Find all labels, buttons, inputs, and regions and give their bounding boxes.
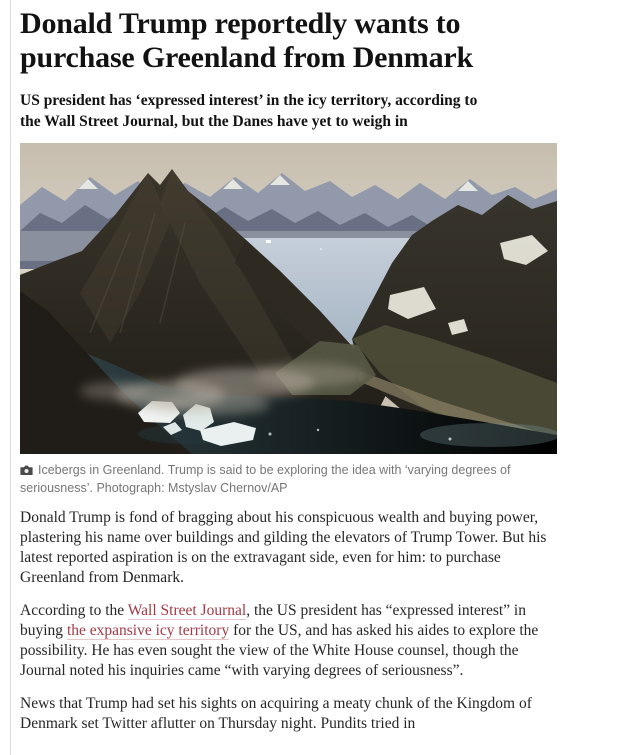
standfirst: US president has ‘expressed interest’ in the icy territory, according to the Wall Street Journal, but the Danes have yet to weigh in	[20, 92, 478, 130]
inline-link[interactable]: the expansive icy territory	[66, 622, 230, 639]
column-divider	[10, 0, 11, 755]
image-caption	[20, 462, 525, 497]
inline-link[interactable]: Wall Street Journal	[127, 602, 247, 619]
greenland-photo[interactable]	[20, 143, 557, 454]
paragraph-text: According to the	[20, 602, 128, 619]
paragraph-text: Donald Trump is fond of bragging about his conspicuous wealth and buying power, plastering his name over buildings and gilding the elevators of Trump Tower. But his latest reported aspiration is on the extravagant side, even for him: to purchase Greenland from Denmark.	[20, 509, 547, 586]
paragraph-text: News that Trump had set his sights on acquiring a meaty chunk of the Kingdom of Denmark set Twitter aflutter on Thursday night. Pundits tried in	[20, 695, 532, 732]
paragraph-text: , the US president has “expressed interest” in buying	[20, 602, 526, 639]
article-paragraph	[20, 508, 557, 588]
paragraph-text: for the US, and has asked his aides to explore the possibility. He has even sought the view of the White House counsel, though the Journal noted his inquiries came “with varying degrees of seriousness”.	[20, 622, 539, 679]
photo-illustration	[20, 143, 557, 454]
article-paragraph	[20, 694, 557, 734]
article-headline: Donald Trump reportedly wants to purchase Greenland from Denmark	[20, 7, 473, 74]
article-column	[20, 0, 557, 734]
caption-credit: Photograph: Mstyslav Chernov/AP	[96, 481, 288, 495]
article-body	[20, 508, 557, 734]
article-paragraph	[20, 601, 557, 681]
camera-icon	[20, 463, 33, 480]
main-media-figure	[20, 143, 557, 497]
caption-text: Icebergs in Greenland. Trump is said to be exploring the idea with ‘varying degrees of seriousness’.	[20, 463, 511, 495]
